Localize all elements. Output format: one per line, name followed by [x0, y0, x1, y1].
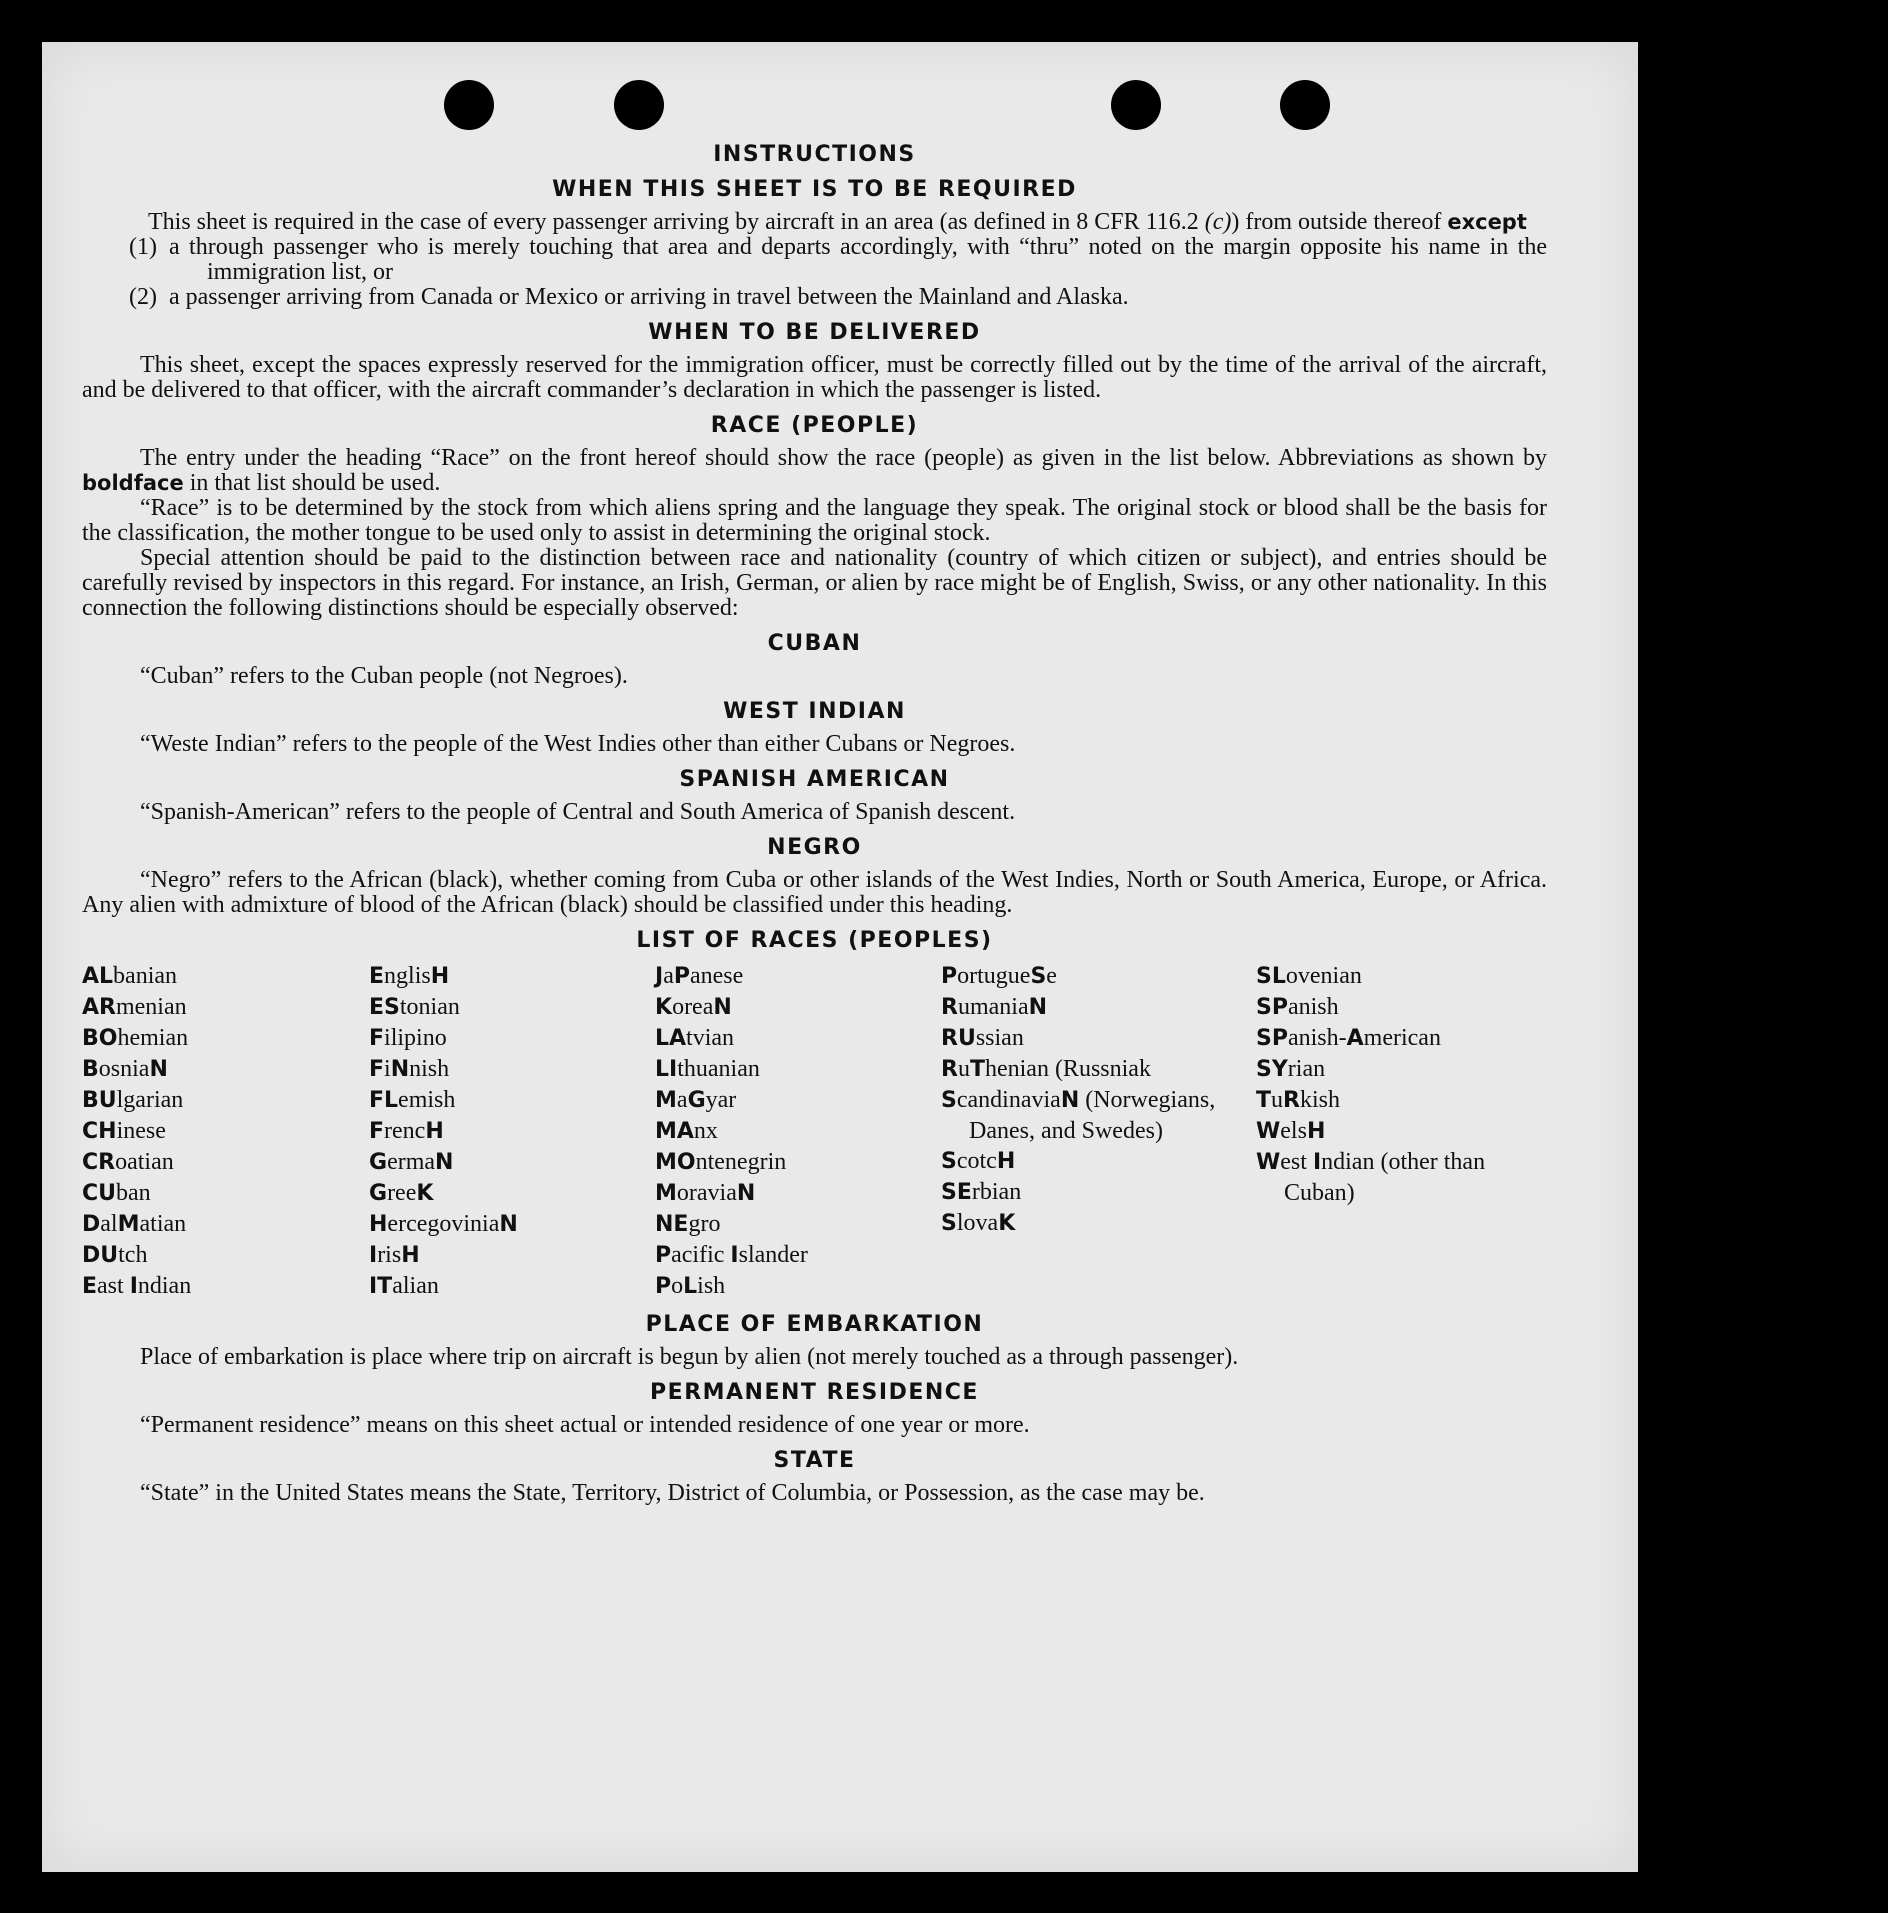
heading-west-indian: WEST INDIAN	[723, 699, 906, 724]
race-entry-part: L	[683, 1274, 698, 1299]
race-entry-part: H	[996, 1149, 1016, 1174]
race-entry-part: M	[655, 1088, 677, 1113]
race-entry-part: ilipino	[384, 1025, 447, 1051]
punch-hole	[444, 80, 494, 130]
race-entry	[369, 992, 655, 1023]
race-entry-part: menian	[115, 994, 187, 1020]
when-delivered-text: This sheet, except the spaces expressly reserved for the immigration officer, must be correctly filled out by the time of the arrival of the aircraft, and be delivered to that officer, with the aircraft commander’s declaration in which the passenger is listed.	[82, 352, 1547, 403]
race-entry-part: ish	[697, 1273, 726, 1299]
race-entry-part: slander	[738, 1242, 808, 1268]
race-entry-part: DU	[82, 1243, 119, 1268]
race-entry-part: SP	[1256, 1026, 1288, 1051]
race-entry	[1256, 1054, 1516, 1085]
race-entry-part: o	[671, 1273, 684, 1299]
punch-hole	[1280, 80, 1330, 130]
race-entry-part: nish	[409, 1056, 450, 1082]
race-entry	[369, 1178, 655, 1209]
race-entry	[82, 1116, 369, 1147]
race-entry-part: MO	[655, 1150, 696, 1175]
race-entry-part: R	[941, 995, 958, 1020]
punch-hole	[614, 80, 664, 130]
race-entry-part: N	[435, 1150, 454, 1175]
race-entry	[1256, 1116, 1516, 1147]
race-entry-part: umania	[957, 994, 1029, 1020]
race-entry	[655, 1178, 941, 1209]
race-entry	[369, 1085, 655, 1116]
race-entry-part: anese	[689, 963, 744, 989]
race-entry-part: ndian (other than Cuban)	[1284, 1149, 1486, 1206]
race-entry	[82, 1240, 369, 1271]
race-entry-part: kish	[1299, 1087, 1340, 1113]
race-entry	[941, 1146, 1256, 1177]
race-entry	[655, 1023, 941, 1054]
race-entry-part: SE	[941, 1180, 972, 1205]
race-entry-part: I	[730, 1243, 739, 1268]
race-entry	[82, 1178, 369, 1209]
race-entry-part: I	[1312, 1150, 1322, 1175]
race-entry-part: NE	[655, 1212, 689, 1237]
race-entry-part: thuanian	[677, 1056, 760, 1082]
race-entry	[369, 1271, 655, 1302]
race-entry-part: R	[941, 1057, 958, 1082]
race-entry	[655, 1271, 941, 1302]
race-entry-part: W	[1256, 1150, 1281, 1175]
race-entry-part: RU	[941, 1026, 976, 1051]
race-entry-part: A	[1346, 1026, 1364, 1051]
race-entry	[655, 1240, 941, 1271]
race-entry-part: gro	[688, 1211, 721, 1237]
race-entry-part: ES	[369, 995, 400, 1020]
race-entry	[655, 992, 941, 1023]
race-entry-part: banian	[113, 963, 178, 989]
race-entry-part: BU	[82, 1088, 117, 1113]
race-entry-part: R	[1283, 1088, 1300, 1113]
race-entry-part: orea	[672, 994, 714, 1020]
heading-cuban: CUBAN	[767, 631, 862, 656]
heading-negro: NEGRO	[767, 835, 862, 860]
race-entry-part: H	[430, 964, 450, 989]
race-entry-part: P	[673, 964, 690, 989]
race-entry-part: P	[655, 1243, 672, 1268]
race-entry-part: tvian	[686, 1025, 735, 1051]
race-entry	[369, 1147, 655, 1178]
race-entry-part: CU	[82, 1181, 117, 1206]
heading-embarkation: PLACE OF EMBARKATION	[645, 1312, 984, 1337]
race-entry-part: nglis	[384, 963, 431, 989]
race-entry-part: AL	[82, 964, 114, 989]
race-entry	[1256, 1147, 1516, 1208]
race-entry-part: M	[655, 1181, 677, 1206]
when-required-text: This sheet is required in the case of every passenger arriving by aircraft in an area (as defined in 8 CFR 116.2 (c)) from outside thereof except	[148, 209, 1527, 235]
race-entry-part: erma	[387, 1149, 436, 1175]
race-entry-part: tonian	[399, 994, 460, 1020]
race-entry-part: B	[82, 1057, 99, 1082]
race-entry-part: oravia	[676, 1180, 737, 1206]
race-column	[369, 961, 655, 1302]
main-title: INSTRUCTIONS	[713, 142, 916, 167]
race-entry	[369, 1209, 655, 1240]
race-entry	[369, 1116, 655, 1147]
race-entry-part: MA	[655, 1119, 694, 1144]
race-entry	[655, 961, 941, 992]
race-entry-part: SY	[1256, 1057, 1288, 1082]
race-entry-part: BO	[82, 1026, 118, 1051]
race-entry	[655, 1209, 941, 1240]
race-paragraph-1: The entry under the heading “Race” on the front hereof should show the race (people) as given in the list below. Abbreviations as shown by boldface in that list should be used.	[82, 445, 1547, 496]
race-entry-part: els	[1280, 1118, 1307, 1144]
race-entry-part: ortugue	[957, 963, 1031, 989]
race-entry-part: F	[369, 1026, 385, 1051]
race-entry-part: H	[425, 1119, 444, 1144]
exception-item-1: (1) a through passenger who is merely touching that area and departs accordingly, with “thru” noted on the margin opposite his name in the immigration list, or	[129, 234, 1547, 285]
race-entry-part: P	[655, 1274, 672, 1299]
race-entry-part: anish	[1287, 994, 1339, 1020]
race-entry-part: emish	[398, 1087, 456, 1113]
race-column	[655, 961, 941, 1302]
embarkation-text: Place of embarkation is place where trip on aircraft is begun by alien (not merely touched as a through passenger).	[140, 1344, 1239, 1370]
race-entry-part: N	[390, 1057, 410, 1082]
spanish-american-text: “Spanish-American” refers to the people of Central and South America of Spanish descent.	[140, 799, 1016, 825]
race-entry-part: tch	[118, 1242, 148, 1268]
heading-state: STATE	[773, 1448, 856, 1473]
race-entry	[941, 1023, 1256, 1054]
race-entry	[82, 961, 369, 992]
race-column	[82, 961, 369, 1302]
race-entry-part: K	[655, 995, 673, 1020]
residence-text: “Permanent residence” means on this sheet actual or intended residence of one year or more.	[140, 1412, 1030, 1438]
race-entry	[82, 992, 369, 1023]
race-entry-part: F	[369, 1119, 385, 1144]
race-entry-part: N	[736, 1181, 756, 1206]
race-entry-part: alian	[392, 1273, 439, 1299]
race-entry	[369, 1054, 655, 1085]
race-entry-part: S	[941, 1088, 957, 1113]
race-entry-part: I	[129, 1274, 138, 1299]
race-entry-part: G	[687, 1088, 706, 1113]
race-entry-part: e	[1046, 963, 1057, 989]
race-entry-part: atian	[139, 1211, 187, 1237]
race-entry-part: H	[1306, 1119, 1326, 1144]
race-entry-part: u	[957, 1056, 970, 1082]
race-entry-part: CR	[82, 1150, 116, 1175]
race-entry-part: S	[1030, 964, 1047, 989]
race-entry	[655, 1116, 941, 1147]
race-entry	[1256, 1085, 1516, 1116]
race-entry-part: LA	[655, 1026, 687, 1051]
race-entry-part: G	[369, 1150, 388, 1175]
race-entry-part: N	[149, 1057, 168, 1082]
race-entry-part: H	[401, 1243, 420, 1268]
race-entry-part: i	[384, 1056, 391, 1082]
race-entry-part: inese	[116, 1118, 166, 1144]
race-entry	[369, 1240, 655, 1271]
race-entry-part: G	[369, 1181, 388, 1206]
race-entry-part: N	[1028, 995, 1048, 1020]
race-entry-part: ast	[97, 1273, 130, 1299]
instructions-content	[82, 142, 1547, 1506]
race-entry-part: S	[941, 1211, 957, 1236]
race-entry-part: ercegovinia	[387, 1211, 500, 1237]
race-entry	[1256, 992, 1516, 1023]
race-entry-part: E	[369, 964, 385, 989]
race-entry	[655, 1147, 941, 1178]
race-entry-part: est	[1280, 1149, 1313, 1175]
race-entry-part: ban	[116, 1180, 151, 1206]
race-entry-part: K	[998, 1211, 1016, 1236]
negro-text: “Negro” refers to the African (black), whether coming from Cuba or other islands of the West Indies, North or South America, Europe, or Africa. Any alien with admixture of blood of the African (black) should be classified under this heading.	[82, 867, 1547, 918]
race-entry-part: (Norwegians, Danes, and Swedes)	[969, 1087, 1216, 1144]
race-entry-part: lova	[956, 1210, 999, 1236]
race-entry-part: lgarian	[116, 1087, 184, 1113]
race-entry	[82, 1054, 369, 1085]
race-entry-part: nx	[693, 1118, 718, 1144]
race-entry-part: yar	[705, 1087, 737, 1113]
race-entry-part: candinavia	[956, 1087, 1061, 1113]
race-entry	[941, 1054, 1256, 1085]
punch-hole	[1111, 80, 1161, 130]
race-entry-part: LI	[655, 1057, 678, 1082]
race-entry	[1256, 1023, 1516, 1054]
race-entry-part: rbian	[971, 1179, 1022, 1205]
race-entry	[82, 1085, 369, 1116]
west-indian-text: “Weste Indian” refers to the people of the West Indies other than either Cubans or Negroes.	[140, 731, 1016, 757]
race-column	[1256, 961, 1516, 1302]
race-entry	[941, 992, 1256, 1023]
race-entry-part: F	[369, 1057, 385, 1082]
race-entry-part: ree	[387, 1180, 417, 1206]
race-entry	[655, 1085, 941, 1116]
race-entry-part: cotc	[956, 1148, 997, 1174]
race-entry-part: ris	[377, 1242, 402, 1268]
race-entry-part: E	[82, 1274, 98, 1299]
heading-when-delivered: WHEN TO BE DELIVERED	[648, 320, 981, 345]
race-entry-part: SL	[1256, 964, 1286, 989]
race-entry-part: N	[499, 1212, 518, 1237]
state-text: “State” in the United States means the State, Territory, District of Columbia, or Possession, as the case may be.	[140, 1480, 1205, 1506]
race-entry-part: ndian	[137, 1273, 192, 1299]
race-entry	[82, 1023, 369, 1054]
race-entry-part: N	[1060, 1088, 1080, 1113]
race-entry	[941, 1085, 1256, 1146]
race-entry	[941, 1208, 1256, 1239]
heading-spanish-american: SPANISH AMERICAN	[679, 767, 950, 792]
race-entry-part: ntenegrin	[695, 1149, 787, 1175]
race-list	[82, 961, 1547, 1302]
race-entry-part: T	[969, 1057, 985, 1082]
race-entry-part: a	[663, 963, 674, 989]
race-entry-part: P	[941, 964, 958, 989]
race-entry-part: S	[941, 1149, 957, 1174]
document-sheet	[42, 42, 1638, 1872]
race-entry-part: IT	[369, 1274, 393, 1299]
race-entry-part: N	[713, 995, 732, 1020]
race-entry-part: W	[1256, 1119, 1281, 1144]
race-entry	[1256, 961, 1516, 992]
exception-item-2: (2) a passenger arriving from Canada or Mexico or arriving in travel between the Mainland and Alaska.	[129, 284, 1129, 310]
race-entry-part: rian	[1287, 1056, 1326, 1082]
race-entry-part: H	[369, 1212, 388, 1237]
race-entry-part: oatian	[115, 1149, 174, 1175]
race-entry-part: AR	[82, 995, 116, 1020]
race-paragraph-3: Special attention should be paid to the distinction between race and nationality (country of which citizen or subject), and entries should be carefully revised by inspectors in this regard. For instance, an Irish, German, or alien by race might be of English, Swiss, or any other nationality. In this connection the following distinctions should be especially observed:	[82, 545, 1547, 621]
race-paragraph-2: “Race” is to be determined by the stock from which aliens spring and the language they speak. The original stock or blood shall be the basis for the classification, the mother tongue to be used only to assist in determining the original stock.	[82, 495, 1547, 546]
race-entry-part: acific	[671, 1242, 731, 1268]
race-entry-part: K	[416, 1181, 434, 1206]
race-entry	[82, 1147, 369, 1178]
race-entry-part: anish-	[1287, 1025, 1347, 1051]
race-entry-part: henian (Russniak	[984, 1056, 1151, 1082]
race-entry	[82, 1271, 369, 1302]
race-entry-part: M	[117, 1212, 140, 1237]
race-entry-part: T	[1256, 1088, 1272, 1113]
race-entry-part: ssian	[975, 1025, 1024, 1051]
race-entry	[941, 961, 1256, 992]
cuban-text: “Cuban” refers to the Cuban people (not Negroes).	[140, 663, 628, 689]
race-entry-part: renc	[384, 1118, 426, 1144]
race-entry	[941, 1177, 1256, 1208]
race-entry-part: J	[655, 964, 664, 989]
race-entry-part: merican	[1363, 1025, 1441, 1051]
heading-permanent-residence: PERMANENT RESIDENCE	[650, 1380, 979, 1405]
race-entry-part: CH	[82, 1119, 117, 1144]
race-column	[941, 961, 1256, 1302]
race-entry-part: a	[676, 1087, 688, 1113]
heading-race: RACE (PEOPLE)	[710, 413, 919, 438]
heading-list-of-races: LIST OF RACES (PEOPLES)	[636, 928, 993, 953]
race-entry-part: FL	[369, 1088, 399, 1113]
race-entry-part: hemian	[117, 1025, 189, 1051]
race-entry-part: D	[82, 1212, 101, 1237]
race-entry-part: osnia	[98, 1056, 150, 1082]
race-entry-part: I	[369, 1243, 378, 1268]
race-entry-part: u	[1271, 1087, 1284, 1113]
race-entry	[655, 1054, 941, 1085]
race-entry	[369, 1023, 655, 1054]
heading-when-required: WHEN THIS SHEET IS TO BE REQUIRED	[552, 177, 1077, 202]
race-entry-part: al	[100, 1211, 118, 1237]
race-entry-part: SP	[1256, 995, 1288, 1020]
race-entry-part: ovenian	[1285, 963, 1362, 989]
race-entry	[82, 1209, 369, 1240]
race-entry	[369, 961, 655, 992]
